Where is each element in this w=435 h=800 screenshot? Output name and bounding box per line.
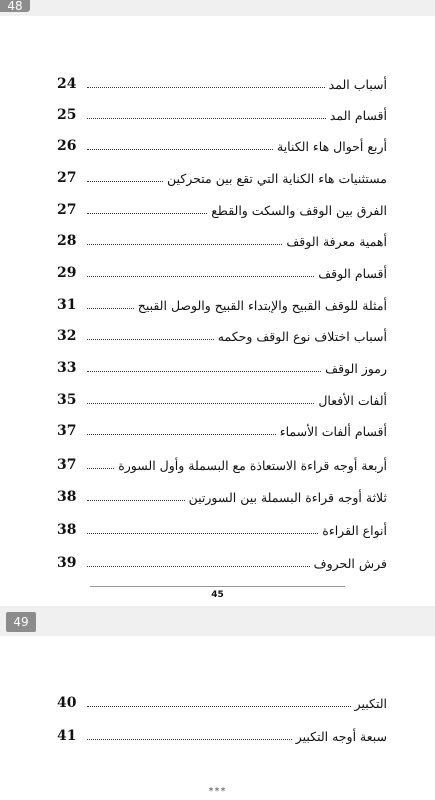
toc-entry-title: رموز الوقف [325,361,387,376]
dot-leader [87,500,185,501]
dot-leader [87,468,114,469]
toc-entry-title: ثلاثة أوجه قراءة البسملة بين السورتين [188,490,387,505]
toc-entry[interactable] [57,388,387,408]
toc-entry-title: أربعة أوجه قراءة الاستعاذة مع البسملة وأول السورة [118,458,387,473]
toc-entry[interactable] [57,724,387,744]
toc-entry-page: 25 [57,107,77,123]
dot-leader [87,181,163,182]
toc-entry-page: 38 [57,522,77,538]
document-page [0,16,435,606]
toc-entry[interactable] [57,419,387,439]
toc-entry-title: ألفات الأفعال [318,393,387,408]
dot-leader [87,739,292,740]
toc-entry-title: أسباب اختلاف نوع الوقف وحكمه [217,329,387,344]
toc-entry-title: أمثلة للوقف القبيح والإبتداء القبيح والوصل القبيح [137,298,387,313]
toc-entry[interactable] [57,356,387,376]
dot-leader [87,434,276,435]
dot-leader [87,118,326,119]
toc-entry[interactable] [57,261,387,281]
dot-leader [87,213,207,214]
toc-entry-title: أسباب المد [328,77,387,92]
toc-entry-title: أنواع القراءة [322,523,387,538]
toc-entry-page: 37 [57,457,77,473]
toc-entry-title: أقسام المد [329,108,387,123]
toc-entry[interactable] [57,324,387,344]
toc-entry[interactable] [57,103,387,123]
toc-entry-page: 33 [57,360,77,376]
toc-entry-title: فرش الحروف [313,556,387,571]
footer-divider [90,586,345,587]
toc-entry-page: 38 [57,489,77,505]
toc-entry[interactable] [57,293,387,313]
toc-entry-page: 26 [57,138,77,154]
toc-entry-page: 24 [57,76,77,92]
dot-leader [87,533,318,534]
toc-entry-title: أقسام ألفات الأسماء [279,424,387,439]
footer-page-number: 45 [211,590,224,600]
toc-entry-page: 32 [57,328,77,344]
toc-entry-title: الفرق بين الوقف والسكت والقطع [211,203,387,218]
toc-entry-title: أقسام الوقف [318,266,387,281]
page-number-badge: 48 [0,0,30,12]
dot-leader [87,566,310,567]
toc-entry-page: 28 [57,233,77,249]
toc-entry-page: 39 [57,555,77,571]
toc-entry[interactable] [57,453,387,473]
toc-entry[interactable] [57,72,387,92]
end-mark: *** [208,786,227,797]
dot-leader [87,87,325,88]
toc-entry[interactable] [57,166,387,186]
dot-leader [87,244,282,245]
document-page [0,636,435,800]
toc-entry[interactable] [57,198,387,218]
dot-leader [87,371,321,372]
toc-entry-title: التكبير [354,696,387,711]
dot-leader [87,149,273,150]
toc-entry-page: 29 [57,265,77,281]
toc-entry-page: 37 [57,423,77,439]
toc-entry-title: مستثنيات هاء الكناية التي تقع بين متحركين [167,171,387,186]
dot-leader [87,403,314,404]
toc-entry[interactable] [57,485,387,505]
toc-entry-title: أربع أحوال هاء الكناية [277,139,387,154]
dot-leader [87,706,351,707]
dot-leader [87,276,314,277]
toc-entry-page: 35 [57,392,77,408]
toc-entry[interactable] [57,229,387,249]
dot-leader [87,339,214,340]
toc-entry[interactable] [57,518,387,538]
toc-entry-page: 27 [57,202,77,218]
toc-entry-page: 27 [57,170,77,186]
toc-entry[interactable] [57,134,387,154]
toc-entry[interactable] [57,691,387,711]
toc-entry-title: سبعة أوجه التكبير [295,729,387,744]
dot-leader [87,308,134,309]
toc-entry-page: 40 [57,695,77,711]
toc-entry-title: أهمية معرفة الوقف [286,234,387,249]
toc-entry-page: 41 [57,728,77,744]
page-number-badge: 49 [6,612,36,632]
toc-entry[interactable] [57,551,387,571]
toc-entry-page: 31 [57,297,77,313]
